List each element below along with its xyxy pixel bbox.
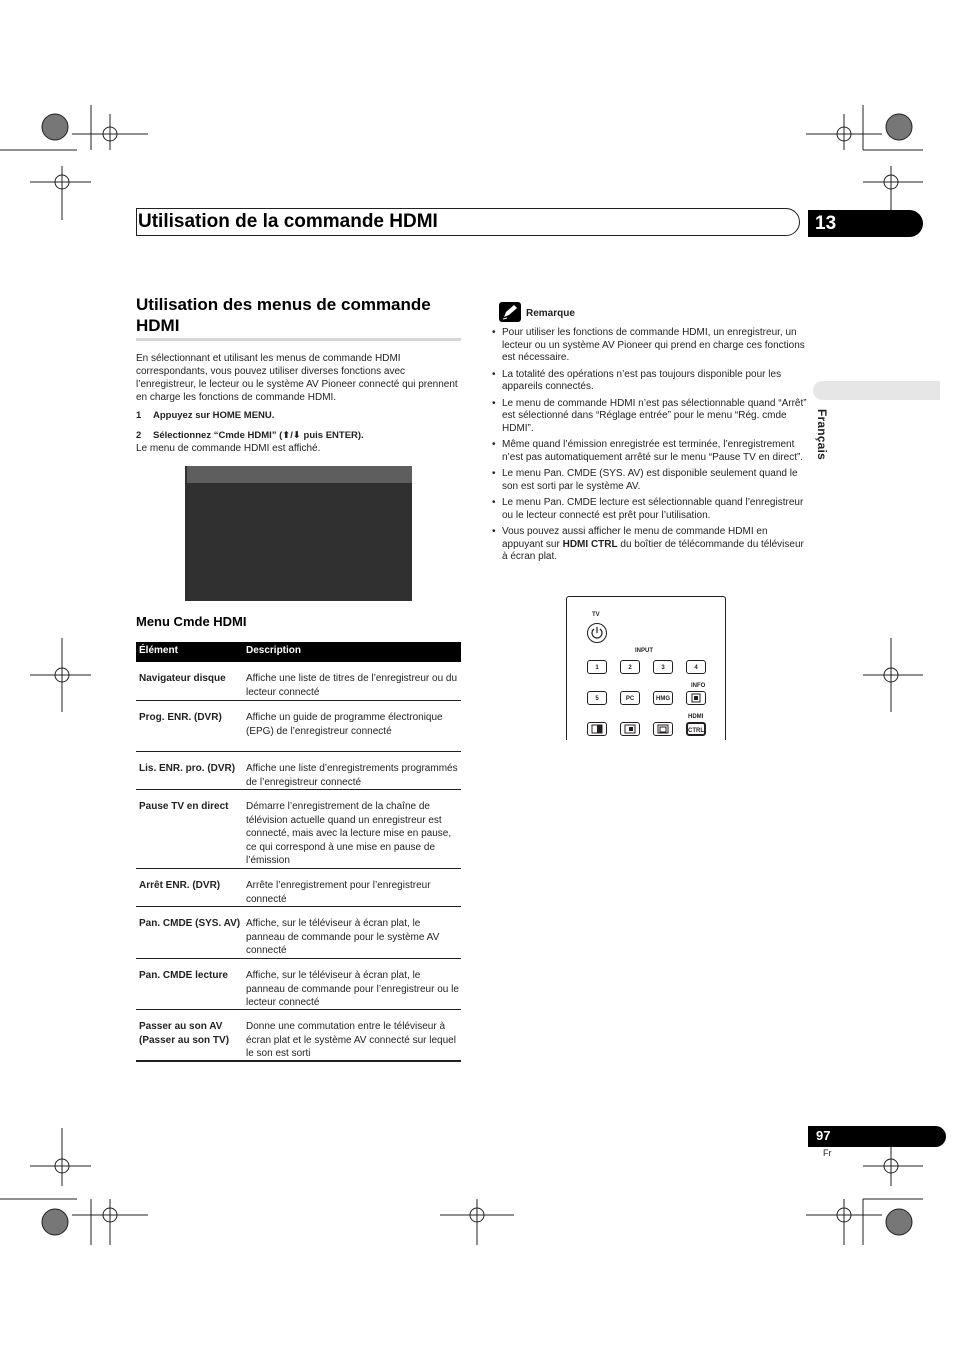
table-row <box>136 907 461 959</box>
tv-label: TV <box>592 612 600 618</box>
table-header <box>136 642 461 662</box>
step-result: Le menu de commande HDMI est affiché. <box>136 443 321 454</box>
note-item: • Pour utiliser les fonctions de commande HDMI, un enregistreur, un lecteur ou un système AV Pioneer qui prend en charge ces fonctions est nécessaire. <box>492 327 808 365</box>
table-row <box>136 959 461 1010</box>
step-number: 1 <box>136 410 142 421</box>
freeze-icon <box>653 722 673 736</box>
step-text: Sélectionnez “Cmde HDMI” (⬆/⬇ puis ENTER). <box>153 430 364 441</box>
hdmi-ctrl-button: CTRL <box>686 722 706 736</box>
row-description: Affiche, sur le téléviseur à écran plat, le panneau de commande pour le système AV connecté <box>246 918 440 956</box>
row-item: Arrêt ENR. (DVR) <box>139 880 221 891</box>
info-label: INFO <box>691 683 706 689</box>
input-1-button: 1 <box>587 660 607 674</box>
table-row <box>136 1010 461 1060</box>
table-row <box>136 869 461 907</box>
note-item: • Le menu de commande HDMI n’est pas sélectionnable quand “Arrêt” est sélectionné dans “Réglage entrée” pour le menu “Rég. cmde HDMI”. <box>492 398 808 436</box>
input-2-button: 2 <box>620 660 640 674</box>
note-item: • Le menu Pan. CMDE (SYS. AV) est disponible seulement quand le son est sorti par le système AV. <box>492 468 808 493</box>
power-button-icon <box>587 623 607 643</box>
note-item: • Même quand l’émission enregistrée est terminée, l’enregistrement n’est pas automatiquement arrêté sur le menu “Pause TV en direct”. <box>492 439 808 464</box>
table-row <box>136 662 461 701</box>
step-1 <box>136 410 274 422</box>
row-description: Affiche une liste d’enregistrements programmés de l’enregistreur connecté <box>246 763 458 788</box>
chapter-number: 13 <box>815 213 837 234</box>
header-item: Élément <box>139 645 178 656</box>
row-description: Affiche une liste de titres de l’enregistreur ou du lecteur connecté <box>246 673 458 698</box>
pc-button: PC <box>620 691 640 705</box>
intro-paragraph: En sélectionnant et utilisant les menus de commande HDMI correspondants, vous pouvez utiliser diverses fonctions avec l’enregistreur, le lecteur ou le système AV Pioneer connecté qui prennent en charge les fonctions de commande HDMI. <box>136 353 458 403</box>
input-5-button: 5 <box>587 691 607 705</box>
row-item: Pan. CMDE lecture <box>139 970 228 981</box>
hmg-button: HMG <box>653 691 673 705</box>
row-description: Démarre l’enregistrement de la chaîne de télévision actuelle quand un enregistreur est connecté, mais avec la lecture mise en pause, ce qui correspond à une mise en pause de l’émission <box>246 801 452 866</box>
row-description: Affiche, sur le téléviseur à écran plat, le panneau de commande pour l’enregistreur ou le lecteur connecté <box>246 970 459 1008</box>
step-text: Appuyez sur HOME MENU. <box>153 410 275 421</box>
table-row <box>136 790 461 869</box>
split-screen-icon <box>587 722 607 736</box>
row-item: Passer au son AV (Passer au son TV) <box>139 1021 230 1046</box>
page-number: 97 <box>816 1128 831 1143</box>
row-item: Pause TV en direct <box>139 801 229 812</box>
menu-table <box>136 642 461 1062</box>
section-divider <box>136 338 461 341</box>
page-language-code: Fr <box>823 1148 832 1158</box>
section-title: Utilisation des menus de commande HDMI <box>136 295 431 335</box>
note-item: • La totalité des opérations n’est pas toujours disponible pour les appareils connectés. <box>492 369 808 394</box>
step-number: 2 <box>136 430 142 441</box>
chapter-title: Utilisation de la commande HDMI <box>138 211 438 232</box>
note-item-text: Vous pouvez aussi afficher le menu de commande HDMI en appuyant sur <box>502 526 768 550</box>
language-tab <box>813 381 940 400</box>
input-4-button: 4 <box>686 660 706 674</box>
step-2 <box>136 430 364 442</box>
table-row <box>136 701 461 752</box>
row-description: Arrête l’enregistrement pour l’enregistreur connecté <box>246 880 431 905</box>
hdmi-menu-screen-image <box>185 466 412 601</box>
note-title: Remarque <box>526 308 575 319</box>
note-pencil-icon <box>499 302 521 322</box>
row-description: Affiche un guide de programme électronique (EPG) de l’enregistreur connecté <box>246 712 443 737</box>
remote-control-illustration <box>566 596 726 740</box>
table-row <box>136 752 461 790</box>
picture-in-picture-icon <box>620 722 640 736</box>
row-item: Prog. ENR. (DVR) <box>139 712 222 723</box>
note-item-text: du boîtier de télécommande du téléviseur à écran plat. <box>502 538 804 562</box>
hdmi-label: HDMI <box>688 714 704 720</box>
language-label: Français <box>815 409 829 460</box>
menu-table-title: Menu Cmde HDMI <box>136 614 247 629</box>
note-item <box>492 526 808 564</box>
header-description: Description <box>246 645 302 656</box>
hdmi-ctrl-label: HDMI CTRL <box>562 538 618 550</box>
note-item: • Le menu Pan. CMDE lecture est sélectionnable quand l’enregistreur ou le lecteur connecté est prêt pour l’utilisation. <box>492 497 808 522</box>
row-item: Pan. CMDE (SYS. AV) <box>139 918 241 929</box>
row-item: Navigateur disque <box>139 673 226 684</box>
row-description: Donne une commutation entre le téléviseur à écran plat et le système AV connecté sur lequel le son est sorti <box>246 1021 456 1059</box>
hdmi-menu-screen-header <box>187 466 412 483</box>
note-list <box>492 327 808 568</box>
info-button-icon <box>686 691 706 705</box>
input-3-button: 3 <box>653 660 673 674</box>
row-item: Lis. ENR. pro. (DVR) <box>139 763 236 774</box>
input-label: INPUT <box>635 648 653 654</box>
